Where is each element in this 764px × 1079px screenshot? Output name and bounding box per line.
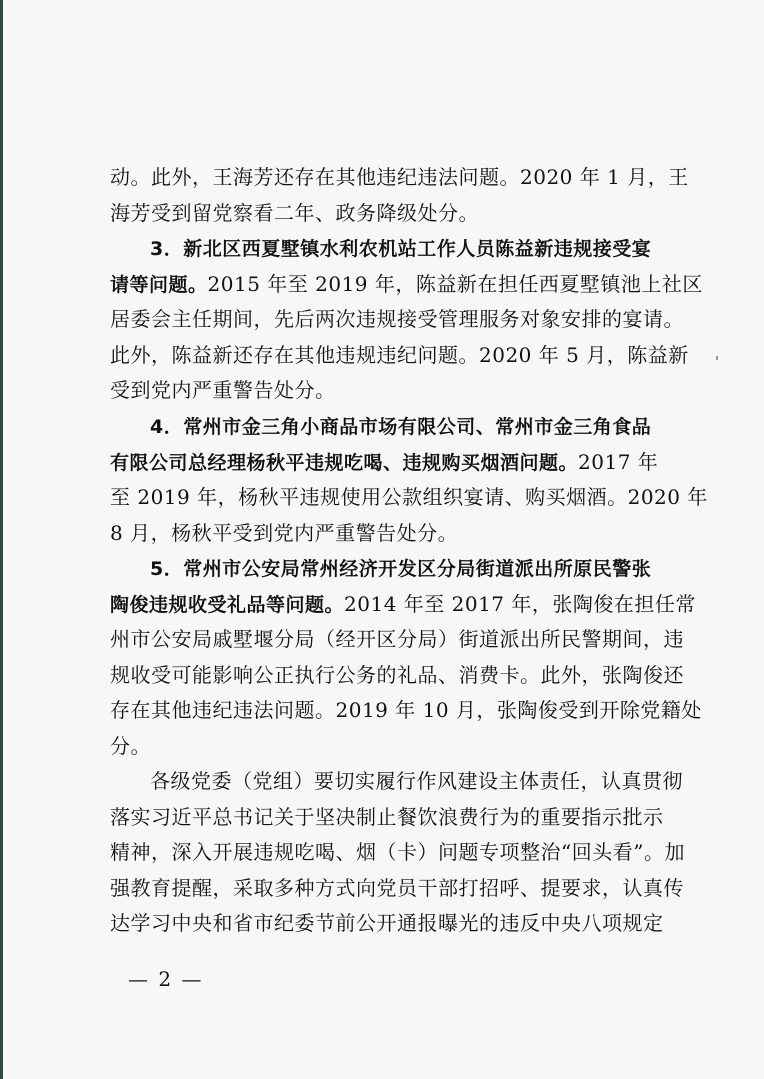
text-line: 居委会主任期间，先后两次违规接受管理服务对象安排的宴请。 xyxy=(110,307,684,331)
text-line: 各级党委（党组）要切实履行作风建设主体责任，认真贯彻 xyxy=(150,769,683,793)
text-line: 州市公安局戚墅堰分局（经开区分局）街道派出所民警期间，违 xyxy=(110,627,684,651)
text-line: 精神，深入开展违规吃喝、烟（卡）问题专项整治“回头看”。加 xyxy=(110,840,685,864)
text-line: 8 月，杨秋平受到党内严重警告处分。 xyxy=(110,520,459,545)
text-line: 存在其他违纪违法问题。2019 年 10 月，张陶俊受到开除党籍处 xyxy=(110,698,702,722)
page-number: — 2 — xyxy=(128,967,204,991)
item-3-heading: 3．新北区西夏墅镇水利农机站工作人员陈益新违规接受宴 xyxy=(150,238,652,260)
item-5-heading: 5．常州市公安局常州经济开发区分局街道派出所原民警张 xyxy=(150,558,652,580)
text-line: 受到党内严重警告处分。 xyxy=(110,378,336,402)
text-line: 至 2019 年，杨秋平违规使用公款组织宴请、购买烟酒。2020 年 xyxy=(110,485,708,509)
text-line: 2014 年至 2017 年，张陶俊在担任常 xyxy=(344,591,696,616)
text-line: 达学习中央和省市纪委节前公开通报曝光的违反中央八项规定 xyxy=(110,911,664,935)
text-line: 强教育提醒，采取多种方式向党员干部打招呼、提要求，认真传 xyxy=(110,875,684,900)
item-3-heading-cont: 请等问题。 xyxy=(110,273,208,296)
text-line: 动。此外，王海芳还存在其他违纪违法问题。2020 年 1 月，王 xyxy=(110,165,689,189)
paragraph-item-4 xyxy=(110,409,708,551)
text-line: 规收受可能影响公正执行公务的礼品、消费卡。此外，张陶俊还 xyxy=(110,662,684,687)
text-line: 海芳受到留党察看二年、政务降级处分。 xyxy=(110,200,479,225)
text-line: 2015 年至 2019 年，陈益新在担任西夏墅镇池上社区 xyxy=(207,271,703,296)
text-line: 落实习近平总书记关于坚决制止餐饮浪费行为的重要指示批示 xyxy=(110,804,664,829)
item-5-heading-cont: 陶俊违规收受礼品等问题。 xyxy=(110,593,345,616)
text-line: 2017 年 xyxy=(578,449,659,474)
paragraph-item-3 xyxy=(110,231,703,409)
paragraph-item-5 xyxy=(110,551,702,764)
paragraph-continuation xyxy=(110,160,689,231)
text-line: 分。 xyxy=(110,733,151,758)
item-4-heading-cont: 有限公司总经理杨秋平违规吃喝、违规购买烟酒问题。 xyxy=(110,451,579,474)
item-4-heading: 4．常州市金三角小商品市场有限公司、常州市金三角食品 xyxy=(150,416,652,438)
text-line: 此外，陈益新还存在其他违规违纪问题。2020 年 5 月，陈益新 xyxy=(110,342,689,367)
paragraph-requirements xyxy=(110,764,685,942)
